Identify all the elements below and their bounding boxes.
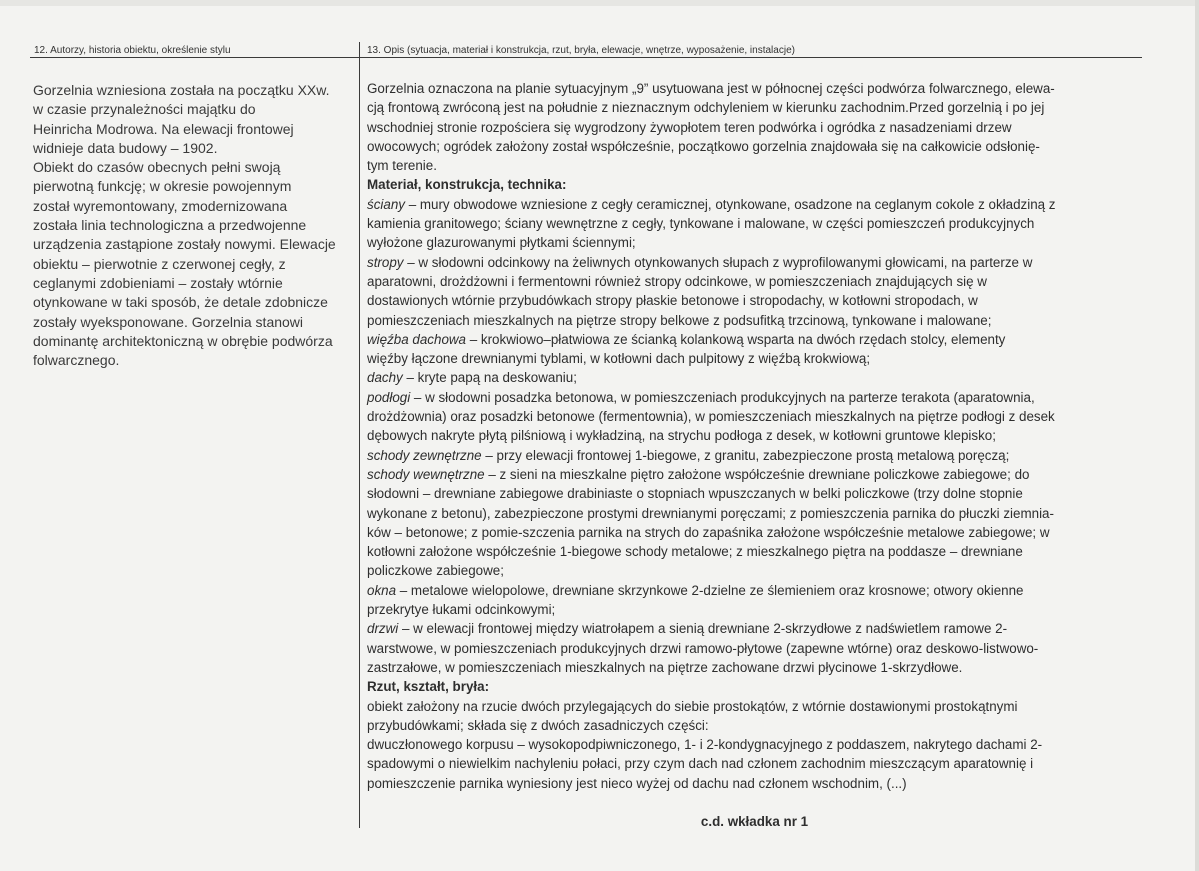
history-text-line: widnieje data budowy – 1902. (33, 139, 218, 156)
term-label: podłogi (367, 389, 411, 405)
term-description: – krokwiowo–płatwiowa ze ścianką kolankową wsparta na dwóch rzędach stolcy, elementy (466, 331, 1006, 347)
term-label: schody zewnętrzne (367, 447, 482, 463)
history-text-line: został wyremontowany, zmodernizowana (33, 197, 288, 214)
page-right-edge (1195, 0, 1199, 871)
term-line (367, 368, 1142, 387)
term-label: drzwi (367, 621, 399, 637)
term-description: – metalowe wielopolowe, drewniane skrzynkowe 2-dzielne ze ślemieniem oraz krosnowe; otwory okienne (396, 582, 1024, 598)
history-text-line: dominantę architektoniczną w obrębie podwórza (33, 332, 333, 349)
term-description: – kryte papą na deskowaniu; (402, 370, 577, 386)
history-text-line: folwarcznego. (33, 352, 120, 369)
term-description: – w elewacji frontowej między wiatrołapem a sienią drewniane 2-skrzydłowe z nadświetlem ramowe 2- (398, 621, 1008, 637)
history-text-line: Obiekt do czasów obecnych pełni swoją (33, 159, 281, 176)
description-text-line: kamienia granitowego; ściany wewnętrzne z cegły, tynkowane i malowane, w części pomieszczeń produkcyjnych (367, 216, 1035, 232)
history-text-line: zostały wyeksponowane. Gorzelnia stanowi (33, 313, 304, 330)
term-line (367, 330, 1142, 349)
history-text-line: została linia technologiczna a przedwojenne (33, 217, 307, 234)
description-text-line: dostawionych wtórnie przybudówkach stropy płaskie betonowe i stropodachy, w kotłowni stropodach, w (367, 293, 978, 309)
description-text-line: policzkowe zabiegowe; (367, 563, 504, 579)
description-text-line: warstwowe, w pomieszczeniach produkcyjnych drzwi ramowo-płytowe (zapewne wtórne) oraz deskowo-listwowo- (367, 640, 1039, 656)
term-line (367, 619, 1142, 638)
description-text-line: cją frontową zwróconą jest na południe z nieznacznym odchyleniem w kierunku zachodnim.Przed gorzelnią i po jej (367, 100, 1045, 116)
description-text-line: dębowych nakryte płytą pilśniową i wykładziną, na strychu podłoga z desek, w kotłowni gruntowe klepisko; (367, 428, 996, 444)
term-line (367, 253, 1142, 272)
description-text-line: wyłożone glazurowanymi płytkami ściennymi; (367, 235, 636, 251)
term-label: dachy (367, 370, 403, 386)
term-description: – przy elewacji frontowej 1-biegowe, z granitu, zabezpieczone prostą metalową poręczą; (481, 447, 1010, 463)
term-line (367, 446, 1142, 465)
term-label: stropy (367, 254, 404, 270)
term-description: – z sieni na mieszkalne piętro założone współcześnie drewniane policzkowe zabiegowe; do (484, 466, 1030, 482)
description-text-line: owocowych; ogródek założony został współcześnie, początkowo gorzelnia znajdowała się na całkowicie odsłonię- (367, 138, 1040, 154)
description-text-line: wykonane z betonu), zabezpieczone prostymi drewnianymi poręczami; z pomieszczenia parnika do płuczki ziemnia- (367, 505, 1054, 521)
term-line (367, 388, 1142, 407)
term-description: – mury obwodowe wzniesione z cegły ceramicznej, otynkowane, osadzone na ceglanym cokole z okładziną z (404, 196, 1056, 212)
history-text-line: otynkowane w taki sposób, że detale zdobnicze (33, 294, 328, 311)
section-12-header: 12. Autorzy, historia obiektu, określenie stylu (34, 45, 231, 56)
description-text-line: przybudówkami; składa się z dwóch zasadniczych części: (367, 717, 709, 733)
description-text-line: Gorzelnia oznaczona na planie sytuacyjnym „9” usytuowana jest w północnej części podwórza folwarcznego, elewa- (367, 81, 1055, 96)
section-heading: Materiał, konstrukcja, technika: (367, 177, 567, 193)
description-text-line: obiekt założony na rzucie dwóch przylegających do siebie prostokątów, z wtórnie dostawionymi prostokątnymi (367, 698, 1018, 714)
history-text-line: urządzenia zastąpione zostały nowymi. Elewacje (33, 236, 336, 253)
description-text-line: kotłowni założone współcześnie 1-biegowe schody metalowe; z mieszkalnego piętra na poddasze – drewniane (367, 544, 1023, 560)
term-line (367, 465, 1142, 484)
history-text-line: w czasie przynależności majątku do (33, 101, 256, 118)
section-heading: Rzut, kształt, bryła: (367, 679, 490, 695)
header-rule (30, 57, 1142, 58)
description-text-line: spadowymi o niewielkim nachyleniu połaci, przy czym dach nad członem zachodnim mieszczącym aparatownię i (367, 756, 1034, 772)
description-text-line: zastrzałowe, w pomieszczeniach mieszkalnych na piętrze zachowane drzwi płycinowe 1-skrzydłowe. (367, 659, 963, 675)
continuation-note: c.d. wkładka nr 1 (700, 814, 809, 829)
history-text-line: obiektu – pierwotnie z czerwonej cegły, z (33, 255, 286, 272)
term-line (367, 195, 1142, 214)
description-text-line: aparatowni, drożdżowni i fermentowni również stropy odcinkowe, w pomieszczeniach znajdujących się w (367, 273, 987, 289)
term-label: ściany (367, 196, 405, 212)
description-text-line: tym terenie. (367, 158, 437, 174)
description-text-line: ków – betonowe; z pomie-szczenia parnika na strych do zapaśnika założone współcześnie metalowe zabiegowe; w (367, 524, 1050, 540)
term-line (367, 581, 1142, 600)
history-text-line: Gorzelnia wzniesiona została na początku XXw. (33, 82, 330, 98)
history-text-line: pierwotną funkcję; w okresie powojennym (33, 178, 292, 195)
page-top-edge (0, 0, 1199, 6)
history-text-line: Heinricha Modrowa. Na elewacji frontowej (33, 120, 294, 137)
description-text-line: pomieszczenie parnika wyniesiony jest nieco wyżej od dachu nad członem wschodnim, (...) (367, 775, 907, 791)
history-text-line: ceglanymi zdobieniami – zostały wtórnie (33, 274, 283, 291)
term-label: schody wewnętrzne (367, 466, 485, 482)
description-text-line: wschodniej stronie rozpościera się wygrodzony żywopłotem teren podwórka i ogródka z nasadzeniami drzew (367, 119, 1012, 135)
description-text-column (367, 79, 1142, 793)
description-text-line: słodowni – drewniane zabiegowe drabiniaste o stopniach wpuszczanych w belki policzkowe (trzy dolne stopnie (367, 486, 1023, 502)
description-text-line: przekrytye łukami odcinkowymi; (367, 602, 556, 618)
description-text-line: więźby łączone drewnianymi tyblami, w kotłowni dach pulpitowy z więźbą krokwiową; (367, 351, 871, 367)
history-text-column (33, 81, 355, 370)
description-text-line: pomieszczeniach mieszkalnych na piętrze stropy belkowe z podsufitką trzcinową, tynkowane i malowane; (367, 312, 992, 328)
term-description: – w słodowni posadzka betonowa, w pomieszczeniach produkcyjnych na parterze terakota (aparatownia, (410, 389, 1035, 405)
description-text-line: dwuczłonowego korpusu – wysokopodpiwniczonego, 1- i 2-kondygnacyjnego z poddaszem, nakrytego dachami 2- (367, 737, 1043, 753)
description-text-line: drożdżownia) oraz posadzki betonowe (fermentownia), w pomieszczeniach mieszkalnych na piętrze podłogi z desek (367, 409, 1055, 425)
term-label: okna (367, 582, 397, 598)
section-13-header: 13. Opis (sytuacja, materiał i konstrukcja, rzut, bryła, elewacje, wnętrze, wyposażenie, instalacje) (367, 45, 795, 56)
term-label: więźba dachowa (367, 331, 467, 347)
term-description: – w słodowni odcinkowy na żeliwnych otynkowanych słupach z wyprofilowanymi głowicami, na parterze w (403, 254, 1033, 270)
column-divider (359, 42, 360, 828)
